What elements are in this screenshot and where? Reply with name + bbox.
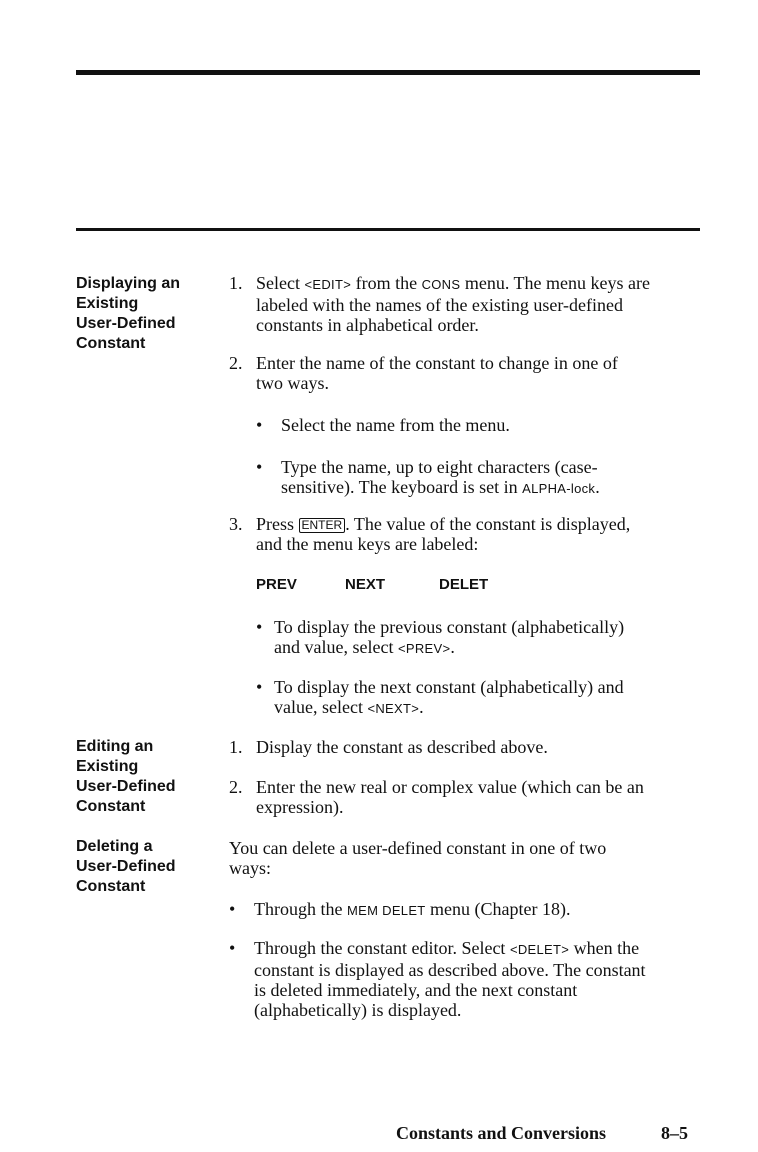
heading-line: Existing: [76, 758, 139, 775]
display-step-2: [229, 353, 709, 393]
text: .: [595, 477, 600, 497]
footer-chapter-title: Constants and Conversions: [396, 1123, 607, 1143]
bullet-icon: •: [229, 899, 236, 919]
display-next-bullet: [256, 677, 716, 719]
text: two ways.: [256, 373, 329, 393]
text: value, select: [274, 697, 368, 717]
heading-displaying-constant: [76, 274, 211, 354]
text: Select: [256, 273, 305, 293]
menu-label-delet: DELET: [439, 576, 489, 593]
text: To display the next constant (alphabetically) and: [274, 677, 624, 697]
bullet-icon: •: [256, 617, 263, 637]
text: Press: [256, 514, 299, 534]
step-number: 1.: [229, 273, 243, 293]
text: sensitive). The keyboard is set in: [281, 477, 523, 497]
heading-line: User-Defined: [76, 778, 176, 795]
top-thin-rule: [76, 228, 700, 231]
text: Through the: [254, 899, 347, 919]
text: .: [450, 637, 455, 657]
mem-delet-menu-label: MEM DELET: [346, 903, 426, 918]
text: ways:: [229, 858, 271, 878]
bullet-icon: •: [256, 677, 263, 697]
text: labeled with the names of the existing user-defined: [256, 295, 624, 315]
text: To display the previous constant (alphabetically): [274, 617, 625, 637]
delet-menu-key-label: <DELET>: [509, 942, 570, 957]
alpha-lock-label: ALPHA-lock: [522, 481, 596, 496]
text: . The value of the constant is displayed,: [345, 514, 631, 534]
display-prev-bullet: [256, 617, 716, 659]
text: Through the constant editor. Select: [254, 938, 510, 958]
display-step-2-bullet-2: [256, 457, 716, 499]
enter-key: ENTER: [299, 518, 346, 533]
text: expression).: [256, 797, 344, 817]
text: Enter the name of the constant to change in one of: [256, 353, 618, 373]
delete-bullet-2: [229, 938, 709, 1020]
top-thick-rule: [76, 70, 700, 75]
heading-line: Displaying an: [76, 275, 181, 292]
step-number: 2.: [229, 777, 243, 797]
edit-step-1: [229, 737, 709, 757]
menu-label-prev: PREV: [256, 576, 297, 593]
text: from the: [351, 273, 422, 293]
heading-line: Constant: [76, 335, 146, 352]
text: menu. The menu keys are: [460, 273, 650, 293]
text: when the: [569, 938, 640, 958]
display-step-1: [229, 273, 709, 335]
text: You can delete a user-defined constant in one of two: [229, 838, 607, 858]
text: constant is displayed as described above. The constant: [254, 960, 646, 980]
edit-menu-key-label: <EDIT>: [304, 277, 352, 292]
bullet-icon: •: [229, 938, 236, 958]
text: Enter the new real or complex value (which can be an: [256, 777, 644, 797]
next-menu-key-label: <NEXT>: [367, 701, 420, 716]
cons-menu-label: CONS: [421, 277, 461, 292]
menu-label-next: NEXT: [345, 576, 386, 593]
text: and value, select: [274, 637, 398, 657]
heading-line: Editing an: [76, 738, 154, 755]
heading-line: Deleting a: [76, 838, 153, 855]
text: .: [419, 697, 424, 717]
step-number: 1.: [229, 737, 243, 757]
edit-step-2: [229, 777, 709, 817]
heading-line: Constant: [76, 878, 146, 895]
footer-page-number: 8–5: [661, 1123, 688, 1143]
step-number: 2.: [229, 353, 243, 373]
text: Select the name from the menu.: [281, 415, 510, 435]
heading-line: User-Defined: [76, 315, 176, 332]
prev-menu-key-label: <PREV>: [397, 641, 451, 656]
text: constants in alphabetical order.: [256, 315, 479, 335]
heading-deleting-constant: [76, 837, 211, 897]
display-step-3: [229, 514, 709, 554]
bullet-icon: •: [256, 415, 263, 435]
heading-line: Existing: [76, 295, 139, 312]
heading-line: Constant: [76, 798, 146, 815]
text: and the menu keys are labeled:: [256, 534, 479, 554]
text: menu (Chapter 18).: [425, 899, 571, 919]
heading-line: User-Defined: [76, 858, 176, 875]
text: (alphabetically) is displayed.: [254, 1000, 462, 1020]
display-step-2-bullet-1: [256, 415, 716, 435]
text: Type the name, up to eight characters (case-: [281, 457, 598, 477]
delete-intro: [229, 838, 709, 878]
bullet-icon: •: [256, 457, 263, 477]
step-number: 3.: [229, 514, 243, 534]
text: Display the constant as described above.: [256, 737, 548, 757]
text: is deleted immediately, and the next constant: [254, 980, 578, 1000]
heading-editing-constant: [76, 737, 211, 817]
delete-bullet-1: [229, 899, 709, 921]
